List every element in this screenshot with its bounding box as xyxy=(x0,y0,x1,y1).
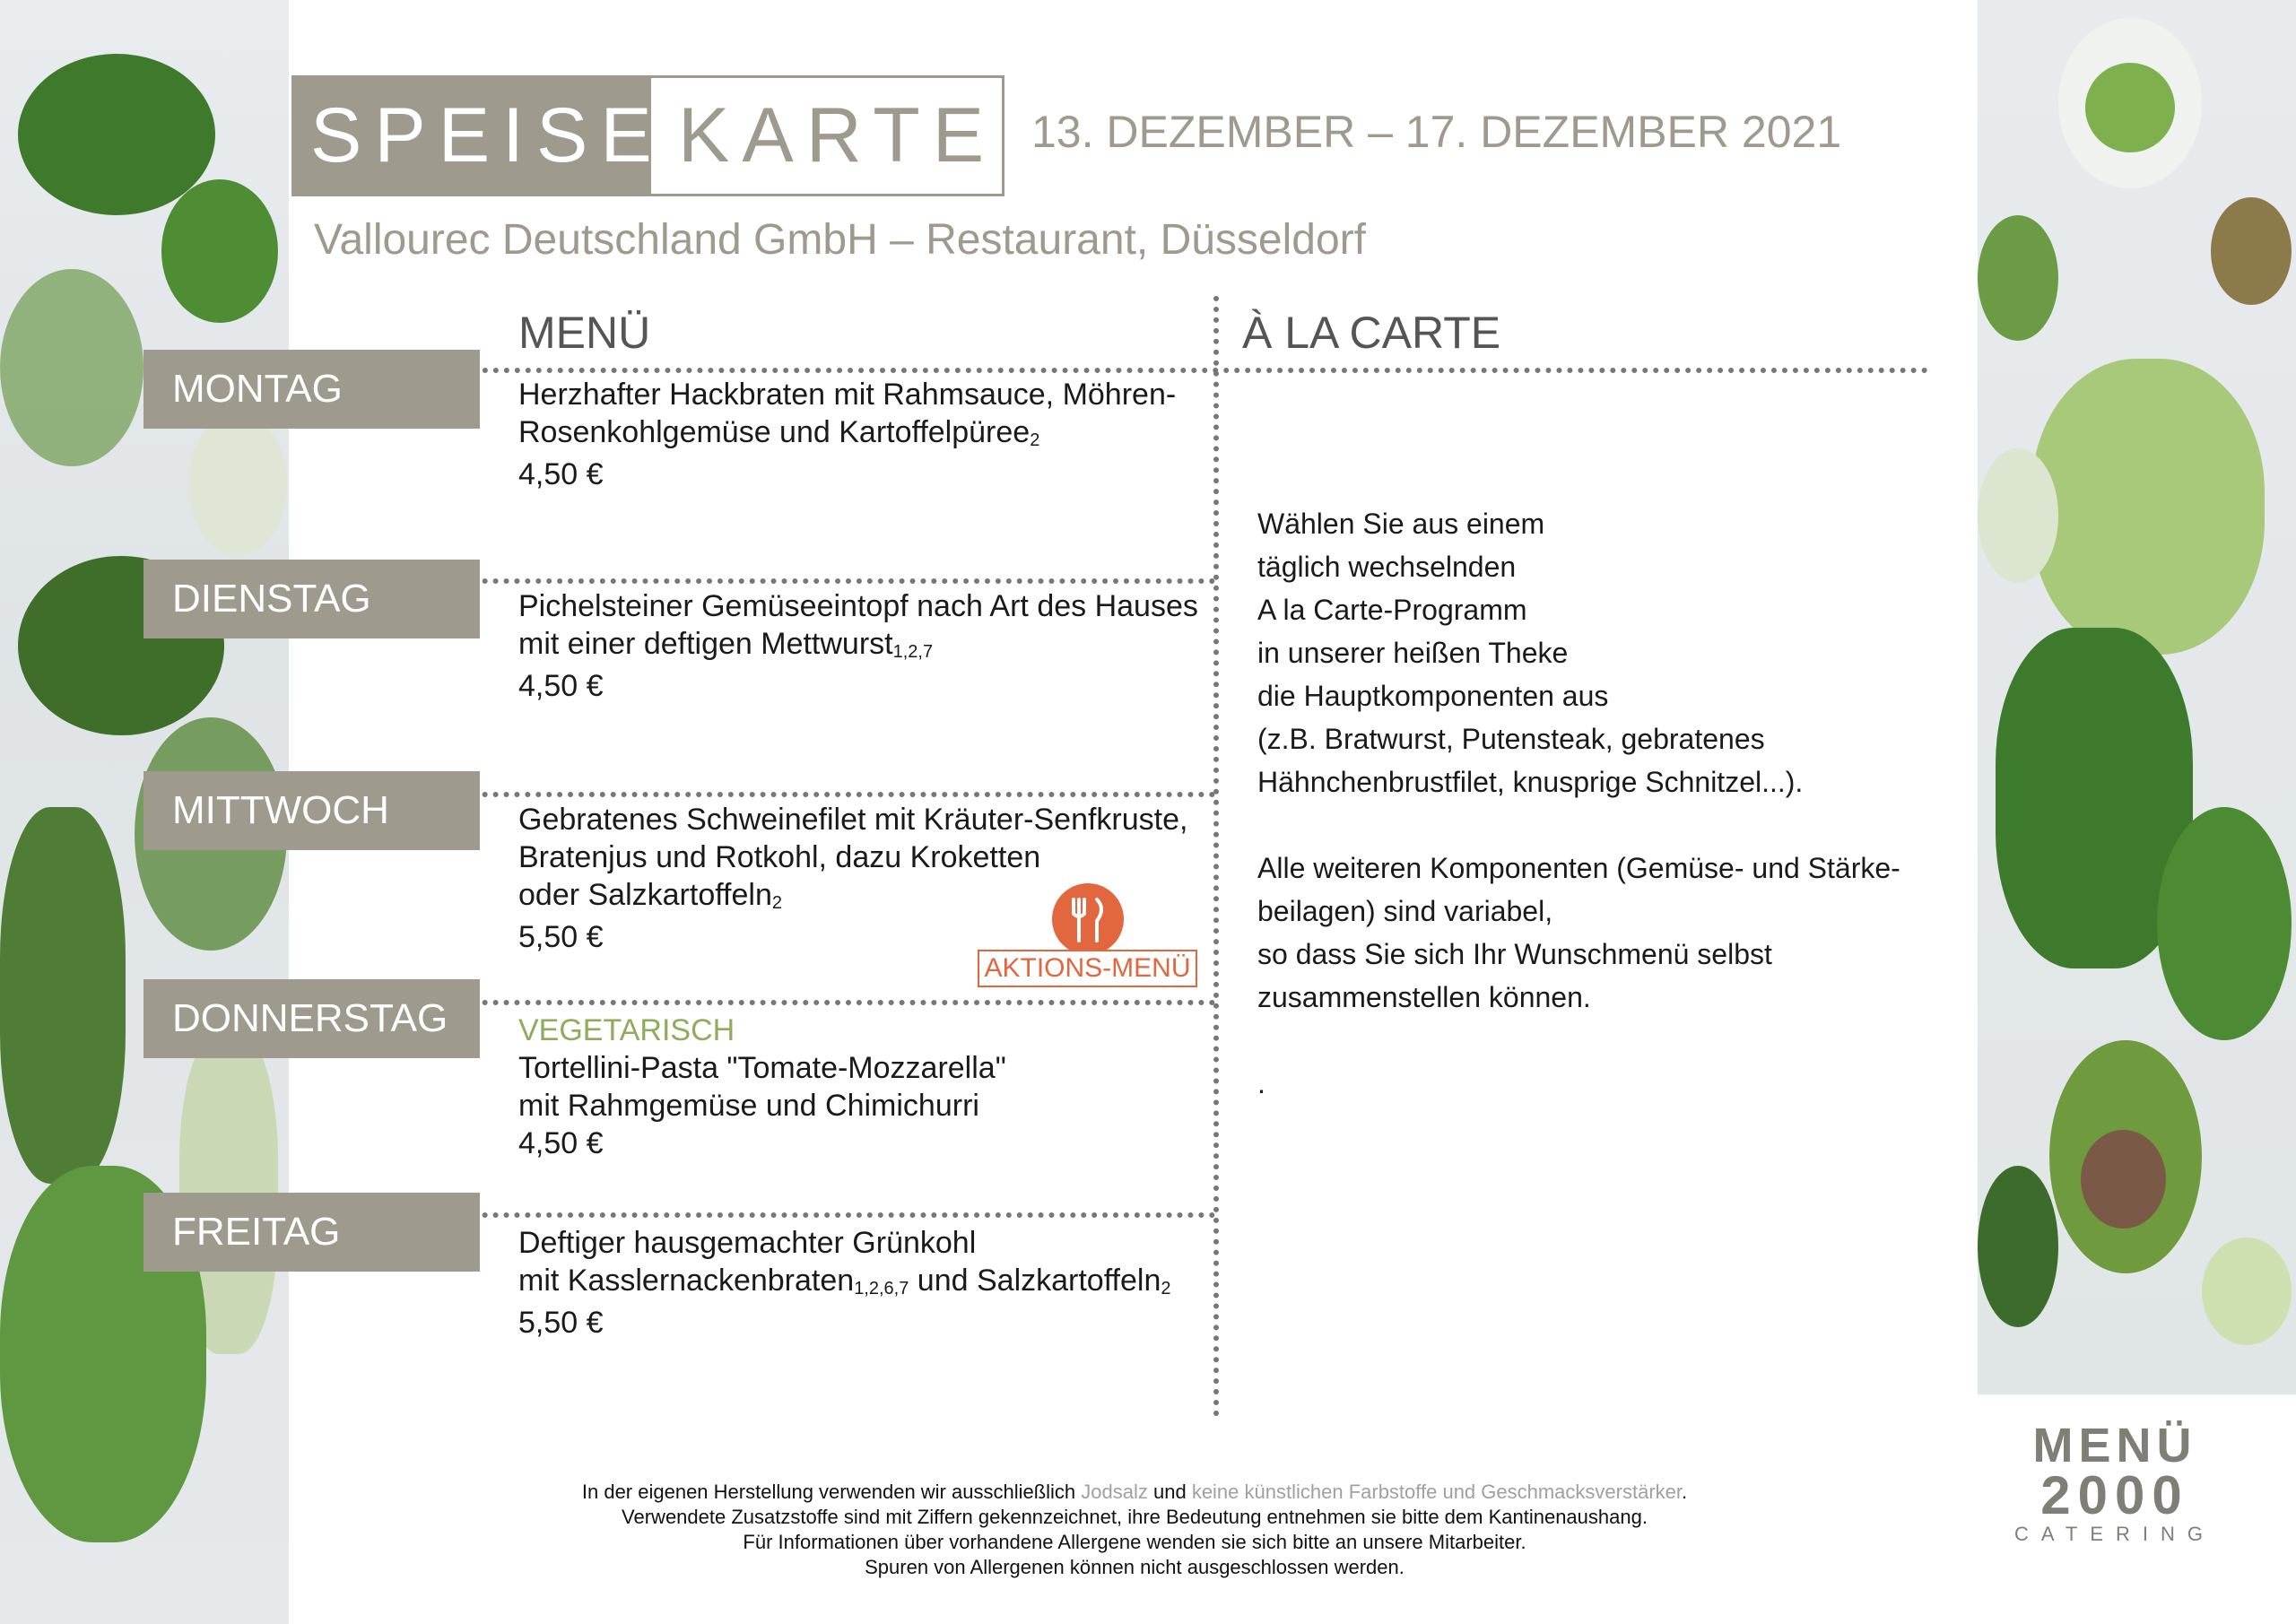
aktions-menu-label: AKTIONS-MENÜ xyxy=(978,950,1197,987)
company-name: Vallourec Deutschland GmbH – Restaurant, Düsseldorf xyxy=(314,216,1366,264)
menu-column-heading: MENÜ xyxy=(518,308,651,358)
day-tab-freitag: FREITAG xyxy=(144,1193,480,1272)
dish-line: Deftiger hausgemachter Grünkohl xyxy=(518,1226,977,1260)
alacarte-line: . xyxy=(1257,1067,1265,1099)
dish-line: Gebratenes Schweinefilet mit Kräuter-Senfkruste, xyxy=(518,803,1188,837)
title-speise: SPEISE xyxy=(294,78,651,194)
dish-donnerstag xyxy=(518,1012,1006,1162)
additive-numbers: 2 xyxy=(1161,1279,1171,1298)
alacarte-description xyxy=(1257,502,1900,1105)
alacarte-line: Alle weiteren Komponenten (Gemüse- und Stärke- xyxy=(1257,852,1900,884)
alacarte-line: beilagen) sind variabel, xyxy=(1257,895,1553,927)
dish-line: Pichelsteiner Gemüseeintopf nach Art des Hauses xyxy=(518,589,1198,623)
alacarte-line: zusammenstellen können. xyxy=(1257,981,1591,1013)
row-divider-donnerstag xyxy=(439,1000,1215,1005)
dish-line: und Salzkartoffeln xyxy=(909,1264,1161,1298)
footer-text: In der eigenen Herstellung verwenden wir ausschließlich xyxy=(581,1481,1082,1503)
dish-price: 5,50 € xyxy=(518,1306,604,1340)
footer-highlight-additives: keine künstlichen Farbstoffe und Geschmacksverstärker xyxy=(1191,1481,1682,1503)
row-divider-freitag xyxy=(439,1212,1215,1218)
additive-numbers: 1,2,6,7 xyxy=(854,1279,909,1298)
additive-numbers: 1,2,7 xyxy=(892,642,934,662)
dish-line: Bratenjus und Rotkohl, dazu Kroketten xyxy=(518,840,1041,874)
footer-line-2: Verwendete Zusatzstoffe sind mit Ziffern gekennzeichnet, ihre Bedeutung entnehmen sie bitte dem Kantinenaushang. xyxy=(622,1506,1648,1528)
vegetable-photo-right xyxy=(1978,0,2296,1394)
alacarte-line: (z.B. Bratwurst, Putensteak, gebratenes xyxy=(1257,723,1765,755)
dish-freitag xyxy=(518,1224,1170,1342)
aktions-menu-badge xyxy=(978,883,1197,987)
logo-number-text: 2000 xyxy=(2040,1465,2189,1525)
dish-dienstag xyxy=(518,587,1198,705)
row-divider-mittwoch xyxy=(439,792,1215,797)
date-range: 13. DEZEMBER – 17. DEZEMBER 2021 xyxy=(1031,107,1842,157)
footer-text: und xyxy=(1147,1481,1192,1503)
alacarte-line: Hähnchenbrustfilet, knusprige Schnitzel...). xyxy=(1257,766,1804,798)
column-divider xyxy=(1213,296,1219,1417)
dish-line: oder Salzkartoffeln xyxy=(518,878,772,912)
day-tab-montag: MONTAG xyxy=(144,350,480,429)
alacarte-line: die Hauptkomponenten aus xyxy=(1257,680,1609,712)
menu-title-box xyxy=(291,75,1004,196)
alacarte-line: in unserer heißen Theke xyxy=(1257,637,1569,669)
logo-menu-text: MENÜ xyxy=(2032,1419,2197,1472)
additive-numbers: 2 xyxy=(1030,430,1040,450)
alacarte-line: Wählen Sie aus einem xyxy=(1257,508,1545,540)
fork-knife-icon xyxy=(1052,883,1124,955)
dish-line: Herzhafter Hackbraten mit Rahmsauce, Möhren- xyxy=(518,378,1177,412)
alacarte-line: täglich wechselnden xyxy=(1257,551,1517,583)
footer-line-4: Spuren von Allergenen können nicht ausgeschlossen werden. xyxy=(865,1556,1405,1578)
footer-highlight-jodsalz: Jodsalz xyxy=(1081,1481,1148,1503)
logo-catering-text: CATERING xyxy=(2013,1523,2216,1545)
dish-price: 4,50 € xyxy=(518,1126,604,1160)
row-divider-montag xyxy=(439,368,1928,373)
menu2000-catering-logo xyxy=(1998,1421,2231,1556)
dish-line: mit Rahmgemüse und Chimichurri xyxy=(518,1089,979,1123)
alacarte-line: so dass Sie sich Ihr Wunschmenü selbst xyxy=(1257,938,1772,970)
footer-line-3: Für Informationen über vorhandene Allergene wenden sie sich bitte an unsere Mitarbeiter. xyxy=(743,1531,1526,1553)
day-tab-dienstag: DIENSTAG xyxy=(144,560,480,638)
additive-numbers: 2 xyxy=(771,893,782,913)
footer-line-1 xyxy=(466,1480,1803,1505)
dish-line: mit Kasslernackenbraten xyxy=(518,1264,855,1298)
vegetarian-label: VEGETARISCH xyxy=(518,1013,735,1047)
title-karte: KARTE xyxy=(678,92,997,178)
dish-line: Rosenkohlgemüse und Kartoffelpüree xyxy=(518,415,1031,449)
dish-price: 4,50 € xyxy=(518,457,604,491)
dish-price: 5,50 € xyxy=(518,920,604,954)
row-divider-dienstag xyxy=(439,578,1215,584)
footer-notes xyxy=(466,1480,1803,1580)
alacarte-line: A la Carte-Programm xyxy=(1257,594,1527,626)
dish-line: Tortellini-Pasta "Tomate-Mozzarella" xyxy=(518,1051,1006,1085)
footer-text: . xyxy=(1682,1481,1688,1503)
dish-montag xyxy=(518,376,1176,493)
dish-line: mit einer deftigen Mettwurst xyxy=(518,627,893,661)
alacarte-column-heading: À LA CARTE xyxy=(1242,308,1501,358)
day-tab-mittwoch: MITTWOCH xyxy=(144,771,480,850)
day-tab-donnerstag: DONNERSTAG xyxy=(144,979,480,1058)
dish-price: 4,50 € xyxy=(518,669,604,703)
